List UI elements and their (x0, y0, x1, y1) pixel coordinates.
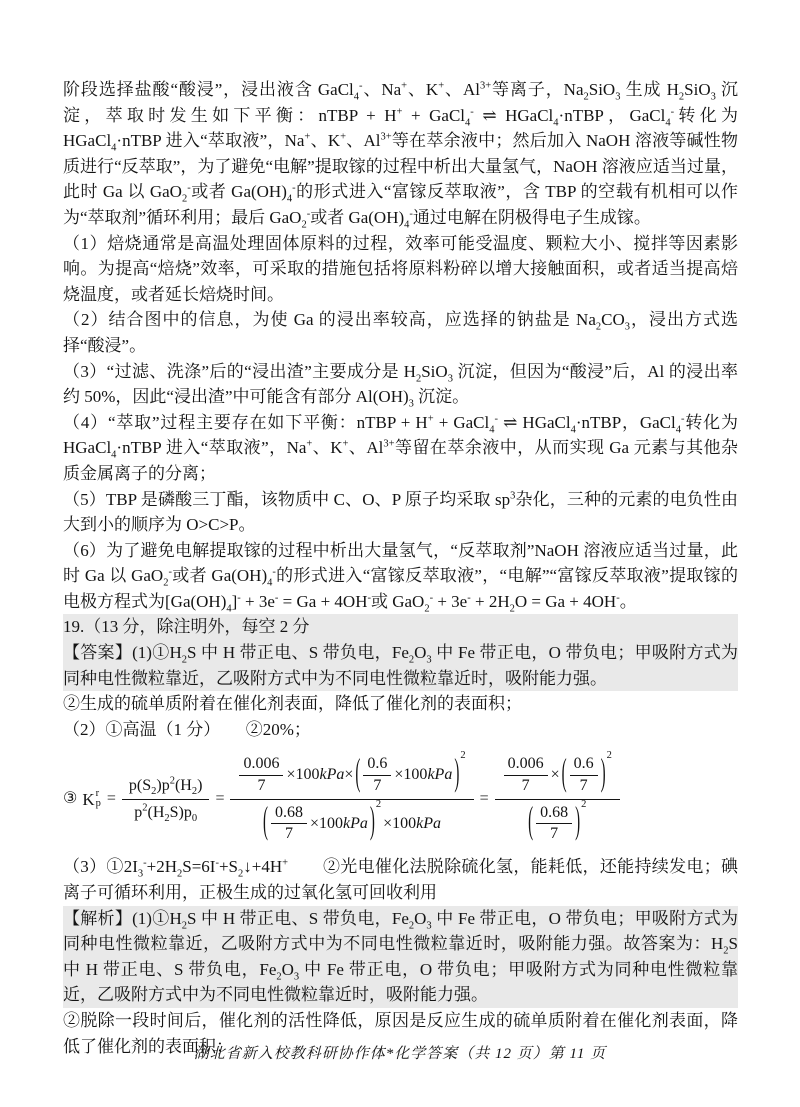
simplified-numeric-fraction: $\frac{0.006}{7}$ × ( $\frac{0.6}{7}$ ) $^2$ ( $\frac{0.68}{7}$ ) $^2$ (495, 753, 620, 846)
equals-sign: = (215, 790, 225, 808)
kp-symbol: K r p (82, 788, 101, 810)
question19-header: 19.（13 分，除注明外，每空 2 分 (63, 614, 738, 640)
right-paren: ) (600, 753, 606, 795)
question19-analysis-part2: ②脱除一段时间后，催化剂的活性降低，原因是反应生成的硫单质附着在催化剂表面，降低了催化剂的表面积； (63, 1011, 738, 1056)
left-paren: ( (355, 753, 361, 795)
question19-analysis-part1: 【解析】$(1)①H_2S$ 中 H 带正电、S 带负电，$Fe_2O_3$ 中 Fe 带正电，O 带负电；甲吸附方式为同种电性微粒靠近，乙吸附方式中为不同电性微粒靠近时，吸附能力强。故答案为：$H_2S$ 中 H 带正电、S 带负电，$Fe_2O_3$ 中 Fe 带正电，O 带负电；甲吸附方式为同种电性微粒靠近，乙吸附方式中为不同电性微粒靠近时，吸附能力强。 (63, 906, 738, 1008)
right-paren: ) (369, 802, 375, 843)
answer18-item-3: （3）“过滤、洗涤”后的“浸出渣”主要成分是 $H_2SiO_3$ 沉淀，但因为“酸浸”后，Al 的浸出率约 50%，因此“浸出渣”中可能含有部分 $Al(OH)_3$ 沉淀。 (63, 361, 738, 410)
page-footer: 湖北省新入校教科研协作体*化学答案（共 12 页）第 11 页 (193, 1046, 607, 1063)
answer18-item-4: （4）“萃取”过程主要存在如下平衡：nTBP + H+ + GaCl$_4$- ⇌ HGaCl$_4$·nTBP，GaCl$_4$-转化为 HGaCl$_4$·nTBP 进入“萃取液”，Na+、K+、$Al^{3+}$等留在萃余液中，从而实现 Ga 元素与其他杂质金属离子的分离； (63, 412, 739, 483)
answer18-item-2: （2）结合图中的信息，为使 Ga 的浸出率较高，应选择的钠盐是 $Na_2CO_3$，浸出方式选择“酸浸”。 (63, 310, 738, 355)
question19-answer-part2: ②生成的硫单质附着在催化剂表面，降低了催化剂的表面积； (63, 694, 522, 714)
question19-answer-part4: $(3)①2I_3^-+2H_2S=6I^-+S_2↓+4H^+$ ②光电催化法脱除硫化氢，能耗低，还能持续发电；碘离子可循环利用，正极生成的过氧化氢可回收利用 (63, 857, 738, 903)
kp-equilibrium-equation (63, 751, 738, 847)
answer18-item-1: （1）焙烧通常是高温处理固体原料的过程，效率可能受温度、颗粒大小、搅拌等因素影响。为提高“焙烧”效率，可采取的措施包括将原料粉碎以增大接触面积，或者适当提高焙烧温度，或者延长焙烧时间。 (63, 233, 738, 304)
circled-3-marker: ③ (63, 790, 78, 808)
question19-answer-part1: 【答案】$(1)①H_2S$ 中 H 带正电、S 带负电，$Fe_2O_3$ 中 Fe 带正电，O 带负电；甲吸附方式为同种电性微粒靠近，乙吸附方式中为不同电性微粒靠近时，吸附能力强。 (63, 640, 738, 691)
symbolic-fraction: $\frac{p(S_2)p^2(H_2)}{p^2(H_2S)p_0}$ (122, 775, 210, 825)
equals-sign: = (479, 790, 489, 808)
right-paren: ) (575, 802, 581, 843)
equals-sign: = (106, 790, 116, 808)
question19-answer-part3: （2）①高温（1 分） ②20%； (63, 719, 311, 739)
numeric-fraction-with-units: $\frac{0.006}{7}$ ×100kPa× ( $\frac{0.6}{7}$ ×100kPa ) $^2$ ( $\frac{0.68}{7}$ ×100kPa ) $^2$ ×100kPa (230, 753, 473, 846)
answer18-item-5: （5）TBP 是磷酸三丁酯，该物质中 C、O、P 原子均采取 $sp^3$杂化，三种的元素的电负性由大到小的顺序为 O>C>P。 (63, 489, 738, 535)
answer18-continuation-paragraph: 阶段选择盐酸“酸浸”，浸出液含 GaCl$_4$-、Na+、K+、$Al^{3+}$等离子，$Na_2SiO_3$ 生成 $H_2SiO_3$ 沉淀，萃取时发生如下平衡：nTBP + H+ + GaCl$_4$- ⇌ HGaCl$_4$·nTBP，GaCl$_4$-转化为 HGaCl$_4$·nTBP 进入“萃取液”，Na+、K+、$Al^{3+}$等在萃余液中；然后加入 NaOH 溶液等碱性物质进行“反萃取”，为了避免“电解”提取镓的过程中析出大量氢气，NaOH 溶液应适当过量，此时 Ga 以 GaO$_2$-或者 $Ga(OH)_4^-$的形式进入“富镓反萃取液”，含 TBP 的空载有机相可以作为“萃取剂”循环利用；最后 GaO$_2$-或者 $Ga(OH)_4^-$通过电解在阴极得电子生成镓。 (63, 80, 739, 231)
left-paren: ( (561, 753, 567, 795)
answer18-item-6: （6）为了避免电解提取镓的过程中析出大量氢气，“反萃取剂”NaOH 溶液应适当过量，此时 Ga 以 GaO$_2$-或者 $Ga(OH)_4^-$的形式进入“富镓反萃取液”，“电解”“富镓反萃取液”提取镓的电极方程式为$[Ga(OH)_4]^- + 3e^- = Ga + 4OH^-$或 $GaO_2^- + 3e^- + 2H_2O = Ga + 4OH^-$。 (63, 540, 738, 615)
left-paren: ( (528, 802, 534, 843)
right-paren: ) (454, 753, 460, 795)
left-paren: ( (262, 802, 268, 843)
